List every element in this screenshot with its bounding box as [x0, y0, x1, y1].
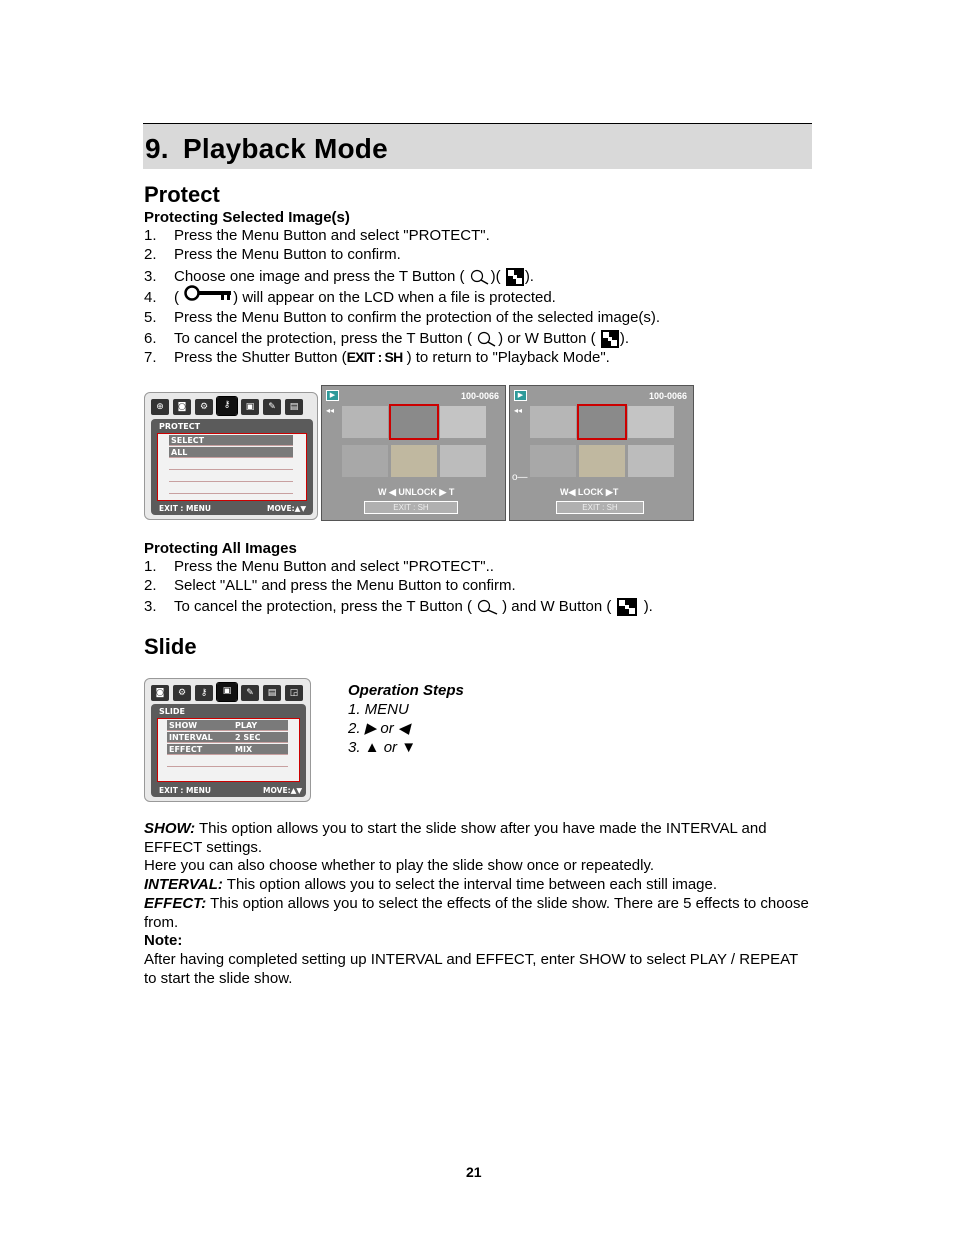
list-item: 5. Press the Menu Button to confirm the protection of the selected image(s). [144, 309, 661, 326]
key-icon: ⚷ [195, 685, 213, 701]
play-icon: ▶ [326, 390, 339, 401]
show-description: SHOW: This option allows you to start the slide show after you have made the INTERVAL and EFFECT settings. [144, 820, 767, 856]
zoom-indicator-icon: ◂◂ [514, 406, 523, 415]
protect-key-icon: o— [512, 472, 528, 483]
chapter-title-text: Playback Mode [182, 133, 388, 164]
thumbnail[interactable] [342, 445, 388, 477]
play-icon: ▶ [514, 390, 527, 401]
magnifier-icon [476, 331, 498, 347]
slide-icon: ▣ [241, 399, 259, 415]
print-icon: ▤ [285, 399, 303, 415]
protect-menu-screen [144, 392, 318, 520]
thumbnail[interactable] [628, 406, 674, 438]
thumbnail-grid-icon [616, 597, 640, 617]
magnifier-icon [476, 599, 502, 615]
thumbnail[interactable] [440, 445, 486, 477]
chapter-header [143, 123, 812, 169]
key-icon: ⚷ [217, 397, 237, 415]
list-item: 1. Press the Menu Button and select "PROTECT". [144, 227, 490, 244]
note-label: Note: [144, 932, 183, 950]
list-item: 1. Press the Menu Button and select "PROTECT".. [144, 558, 494, 575]
thumbnail-grid-icon [600, 329, 620, 349]
camera-icon: ◙ [173, 399, 191, 415]
list-item: 6. To cancel the protection, press the T Button ( ) or W Button ( ). [144, 329, 629, 349]
thumbnail[interactable] [628, 445, 674, 477]
key-icon [183, 284, 233, 304]
operation-steps-title: Operation Steps [348, 682, 464, 699]
list-item: 7. Press the Shutter Button (EXIT : SH ) to return to "Playback Mode". [144, 349, 610, 366]
magnifier-icon [469, 269, 491, 285]
camera-icon: ◙ [151, 685, 169, 701]
list-item: 3. To cancel the protection, press the T Button ( ) and W Button ( ). [144, 597, 653, 617]
interval-description: INTERVAL: This option allows you to select the interval time between each still image. [144, 876, 718, 894]
protect-selected-heading: Protecting Selected Image(s) [144, 209, 350, 226]
menu-item-all[interactable]: ALL [169, 447, 293, 458]
operation-step: 1. MENU [348, 701, 409, 718]
delete-icon: ✎ [263, 399, 281, 415]
thumbnail[interactable] [342, 406, 388, 438]
operation-step: 3. ▲ or ▼ [348, 739, 417, 756]
file-number: 100-0066 [460, 391, 499, 401]
menu-item-select[interactable]: SELECT [169, 435, 293, 446]
slide-menu-screen [144, 678, 311, 802]
menu-move-label: MOVE:▲▼ [267, 504, 307, 513]
thumbnail[interactable] [440, 406, 486, 438]
page-number: 21 [466, 1164, 482, 1180]
menu-item-effect[interactable]: EFFECT MIX [167, 744, 288, 755]
menu-exit-label: EXIT : MENU [159, 786, 211, 795]
menu-panel [151, 419, 313, 515]
chapter-number: 9. [145, 133, 169, 164]
list-item: 2. Press the Menu Button to confirm. [144, 246, 401, 263]
exit-sh-label: EXIT : SH [346, 349, 403, 365]
list-item: 4. ( ) will appear on the LCD when a file is protected. [144, 289, 556, 306]
slide-heading: Slide [144, 634, 197, 659]
menu-icon-bar [151, 399, 311, 417]
menu-item-interval[interactable]: INTERVAL 2 SEC [167, 732, 288, 743]
thumbnail[interactable] [391, 445, 437, 477]
file-number: 100-0066 [648, 391, 687, 401]
menu-item-show[interactable]: SHOW PLAY [167, 720, 288, 731]
menu-exit-label: EXIT : MENU [159, 504, 211, 513]
thumbnail[interactable] [530, 406, 576, 438]
menu-panel [151, 704, 306, 797]
slide-icon: ▣ [217, 683, 237, 701]
lcd-lock-screen [509, 385, 694, 521]
list-item: 3. Choose one image and press the T Button ( )( ). [144, 267, 534, 287]
settings-icon: ⚙ [173, 685, 191, 701]
operation-steps [348, 681, 464, 757]
list-item: 2. Select "ALL" and press the Menu Button to confirm. [144, 577, 516, 594]
lcd-unlock-screen [321, 385, 506, 521]
menu-title: SLIDE [159, 707, 185, 716]
protect-all-heading: Protecting All Images [144, 540, 297, 557]
thumbnail[interactable] [579, 445, 625, 477]
menu-title: PROTECT [159, 422, 201, 431]
thumbnail-grid-icon [505, 267, 525, 287]
protect-heading: Protect [144, 182, 220, 207]
effect-description: EFFECT: This option allows you to select the effects of the slide show. There are 5 effects to choose from. [144, 894, 809, 931]
print-icon: ▤ [263, 685, 281, 701]
resize-icon: ◲ [285, 685, 303, 701]
delete-icon: ✎ [241, 685, 259, 701]
lock-mode-label: W ◀ UNLOCK ▶ T [378, 487, 455, 497]
menu-move-label: MOVE:▲▼ [263, 786, 303, 795]
note-text: After having completed setting up INTERVAL and EFFECT, enter SHOW to select PLAY / REPEAT to start the slide show. [144, 950, 798, 987]
exit-label: EXIT : SH [556, 501, 644, 514]
globe-icon: ⊕ [151, 399, 169, 415]
thumbnail[interactable] [530, 445, 576, 477]
zoom-indicator-icon: ◂◂ [326, 406, 335, 415]
chapter-title [145, 133, 388, 165]
show-description-2: Here you can also choose whether to play the slide show once or repeatedly. [144, 857, 655, 875]
operation-step: 2. ▶ or ◀ [348, 720, 410, 737]
slide-description [144, 820, 814, 988]
thumbnail-selected[interactable] [579, 406, 625, 438]
exit-label: EXIT : SH [364, 501, 458, 514]
thumbnail-selected[interactable] [391, 406, 437, 438]
lock-mode-label: W◀ LOCK ▶T [560, 487, 619, 497]
menu-icon-bar [151, 685, 304, 703]
settings-icon: ⚙ [195, 399, 213, 415]
